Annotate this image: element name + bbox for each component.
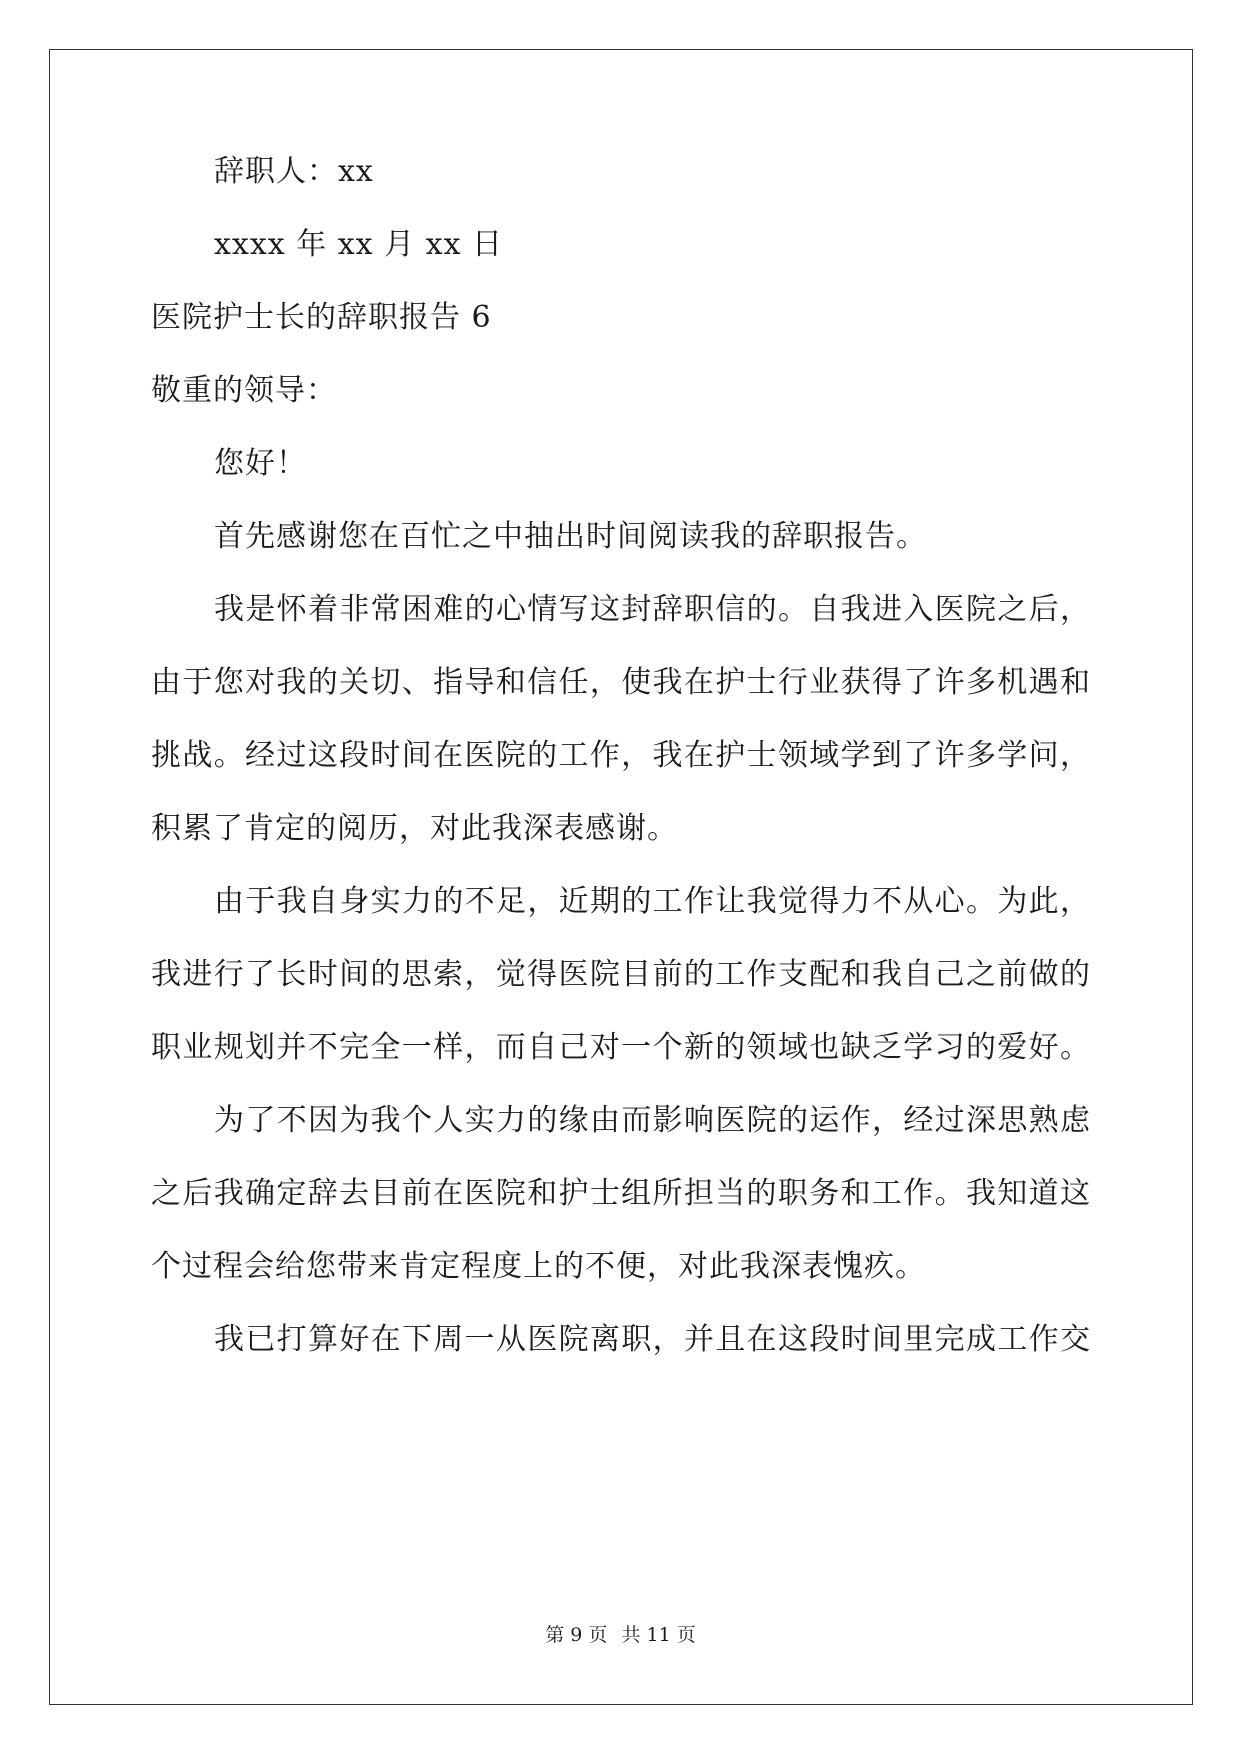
section-title: 医院护士长的辞职报告 6	[151, 300, 492, 335]
paragraph-line: 积累了肯定的阅历，对此我深表感谢。	[151, 811, 678, 846]
salutation: 敬重的领导：	[151, 373, 337, 408]
page-footer	[0, 1620, 1241, 1647]
paragraph-line: 之后我确定辞去目前在医院和护士组所担当的职务和工作。我知道这	[151, 1176, 1091, 1211]
paragraph-line: 挑战。经过这段时间在医院的工作，我在护士领域学到了许多学问，	[151, 738, 1091, 773]
paragraph-line: 首先感谢您在百忙之中抽出时间阅读我的辞职报告。	[214, 519, 927, 554]
signatory-line: 辞职人：xx	[214, 154, 374, 189]
date-line: xxxx 年 xx 月 xx 日	[214, 227, 504, 262]
page-number: 第 9 页	[545, 1624, 608, 1646]
greeting: 您好！	[214, 446, 307, 481]
paragraph-line: 由于您对我的关切、指导和信任，使我在护士行业获得了许多机遇和	[151, 665, 1091, 700]
paragraph-line: 我进行了长时间的思索，觉得医院目前的工作支配和我自己之前做的	[151, 957, 1091, 992]
paragraph-line: 由于我自身实力的不足，近期的工作让我觉得力不从心。为此，	[214, 884, 1091, 919]
paragraph-line: 我是怀着非常困难的心情写这封辞职信的。自我进入医院之后，	[214, 592, 1091, 627]
paragraph-line: 为了不因为我个人实力的缘由而影响医院的运作，经过深思熟虑	[214, 1103, 1091, 1138]
paragraph-line: 我已打算好在下周一从医院离职，并且在这段时间里完成工作交	[214, 1322, 1091, 1357]
page-total: 共 11 页	[621, 1624, 696, 1646]
paragraph-line: 职业规划并不完全一样，而自己对一个新的领域也缺乏学习的爱好。	[151, 1030, 1091, 1065]
paragraph-line: 个过程会给您带来肯定程度上的不便，对此我深表愧疚。	[151, 1249, 926, 1284]
